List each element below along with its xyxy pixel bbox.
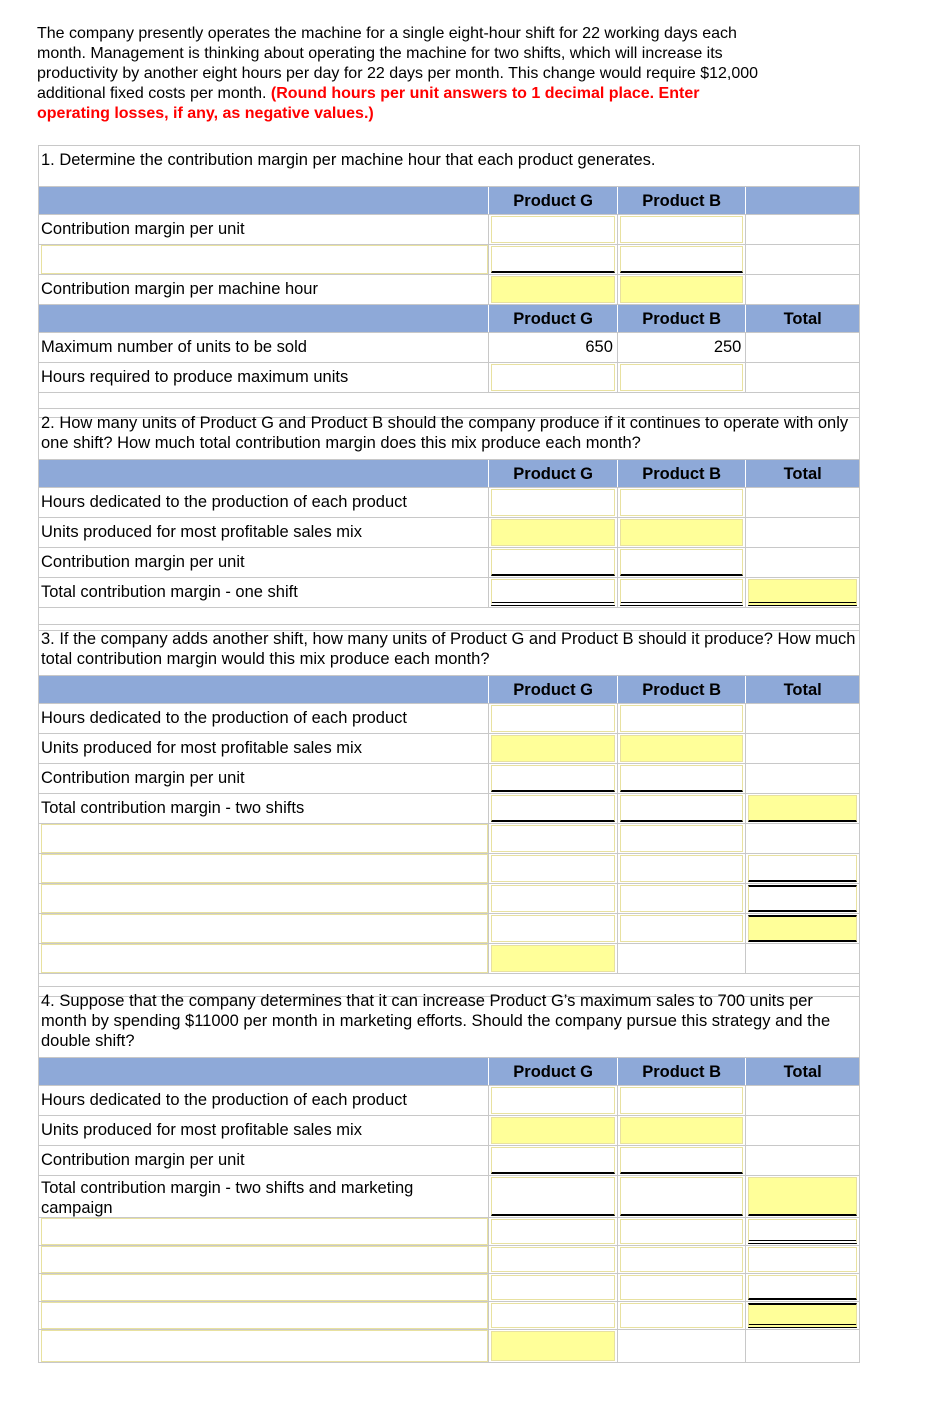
q1-label-input[interactable]	[41, 245, 488, 274]
table-row	[39, 1246, 859, 1274]
table-row	[39, 704, 859, 734]
q4-cm-unit-b-input[interactable]	[620, 1147, 743, 1174]
row-label: Hours dedicated to the production of each product	[39, 704, 489, 733]
header-total: Total	[783, 310, 822, 328]
q3-header-row	[39, 676, 859, 704]
q4-extra-g-input-1[interactable]	[491, 1219, 614, 1244]
table-row	[39, 333, 859, 363]
header-total: Total	[783, 1063, 822, 1081]
q4-question: 4. Suppose that the company determines that it can increase Product G’s maximum sales to 700 units per month by spending $11000 per month in marketing efforts. Should the company pursue this strategy and the double shift?	[39, 987, 859, 1058]
q4-extra-total-input-3[interactable]	[748, 1275, 857, 1300]
q2-hours-b-input[interactable]	[620, 489, 743, 516]
q1-hours-b-input[interactable]	[620, 364, 743, 391]
q3-question: 3. If the company adds another shift, how many units of Product G and Product B should it produce? How much total contribution margin would this mix produce each month?	[39, 625, 859, 676]
q3-total-b-input[interactable]	[620, 795, 743, 822]
table-row	[39, 488, 859, 518]
q3-extra-total-input-2[interactable]	[748, 855, 857, 882]
q4-extra-total-input-2[interactable]	[748, 1247, 857, 1272]
q4-section	[38, 986, 860, 1363]
table-row	[39, 854, 859, 884]
header-product-g: Product G	[513, 681, 594, 699]
problem-intro	[37, 24, 767, 124]
q1-cm-hour-g-input[interactable]	[491, 276, 614, 303]
q2-total-g-input[interactable]	[491, 579, 614, 606]
header-product-g: Product G	[513, 1063, 594, 1081]
max-units-b-value: 250	[713, 338, 742, 356]
table-row	[39, 794, 859, 824]
q2-hours-g-input[interactable]	[491, 489, 614, 516]
q4-extra-label-input-4[interactable]	[41, 1302, 488, 1329]
row-label: Contribution margin per unit	[39, 215, 489, 244]
row-label: Maximum number of units to be sold	[39, 333, 489, 362]
q4-extra-b-input-4[interactable]	[620, 1303, 743, 1328]
q3-units-b-input[interactable]	[620, 735, 743, 762]
q2-cm-unit-g-input[interactable]	[491, 549, 614, 576]
table-row	[39, 1086, 859, 1116]
table-row	[39, 275, 859, 305]
q3-extra-label-input-2[interactable]	[41, 854, 488, 883]
q4-total-g-input[interactable]	[491, 1177, 614, 1216]
q4-hours-b-input[interactable]	[620, 1087, 743, 1114]
table-row	[39, 1146, 859, 1176]
table-row	[39, 245, 859, 275]
row-label: Hours required to produce maximum units	[39, 363, 489, 392]
q3-hours-g-input[interactable]	[491, 705, 614, 732]
table-row	[39, 824, 859, 854]
q1-hours-g-input[interactable]	[491, 364, 614, 391]
table-row	[39, 1302, 859, 1330]
table-row	[39, 1218, 859, 1246]
header-product-g: Product G	[513, 465, 594, 483]
table-row	[39, 215, 859, 245]
q4-units-g-input[interactable]	[491, 1117, 614, 1144]
table-row	[39, 884, 859, 914]
q3-hours-b-input[interactable]	[620, 705, 743, 732]
q2-units-b-input[interactable]	[620, 519, 743, 546]
q3-total-g-input[interactable]	[491, 795, 614, 822]
max-units-g-value: 650	[585, 338, 613, 356]
q4-extra-label-input-2[interactable]	[41, 1246, 488, 1273]
table-row	[39, 548, 859, 578]
header-product-b: Product B	[642, 465, 722, 483]
header-total: Total	[783, 465, 822, 483]
q4-header-row	[39, 1058, 859, 1086]
q4-total-input[interactable]	[748, 1177, 857, 1216]
q1-cm-unit-b-input[interactable]	[620, 216, 743, 243]
row-label: Units produced for most profitable sales mix	[39, 518, 489, 547]
q3-extra-g-input-1[interactable]	[491, 825, 614, 852]
row-label: Total contribution margin - two shifts	[39, 794, 489, 823]
q2-units-g-input[interactable]	[491, 519, 614, 546]
table-row	[39, 518, 859, 548]
table-row	[39, 1274, 859, 1302]
q2-question: 2. How many units of Product G and Product B should the company produce if it continues to operate with only one shift? How much total contribution margin does this mix produce each month?	[39, 409, 859, 460]
q3-extra-total-input-4[interactable]	[748, 915, 857, 942]
q3-extra-label-input-1[interactable]	[41, 824, 488, 853]
header-product-b: Product B	[642, 192, 722, 210]
q4-extra-g-input-5[interactable]	[491, 1331, 614, 1361]
q3-extra-g-input-4[interactable]	[491, 915, 614, 942]
header-product-g: Product G	[513, 192, 594, 210]
intro-text: The company presently operates the machine for a single eight-hour shift for 22 working days each month. Management is thinking about operating the machine for two shifts, which will increase its productivity by another eight hours per day for 22 days per month. This change would require $12,000 additional fixed costs per month.	[37, 25, 759, 102]
q2-header-row	[39, 460, 859, 488]
q3-units-g-input[interactable]	[491, 735, 614, 762]
row-label: Units produced for most profitable sales mix	[39, 1116, 489, 1145]
table-row	[39, 914, 859, 944]
row-label: Contribution margin per machine hour	[39, 275, 489, 304]
q4-extra-total-input-4[interactable]	[748, 1303, 857, 1328]
q4-extra-g-input-3[interactable]	[491, 1275, 614, 1300]
q2-total-b-input[interactable]	[620, 579, 743, 606]
q4-extra-b-input-2[interactable]	[620, 1247, 743, 1272]
q1-cm-unit-g-input[interactable]	[491, 216, 614, 243]
q3-cm-unit-g-input[interactable]	[491, 765, 614, 792]
q3-extra-label-input-5[interactable]	[41, 944, 488, 973]
q3-extra-label-input-4[interactable]	[41, 914, 488, 943]
table-row	[39, 1176, 859, 1218]
q1-header-row-2	[39, 305, 859, 333]
q3-extra-g-input-5[interactable]	[491, 945, 614, 972]
row-label: Units produced for most profitable sales mix	[39, 734, 489, 763]
q3-total-input[interactable]	[748, 795, 857, 822]
q4-cm-unit-g-input[interactable]	[491, 1147, 614, 1174]
q3-extra-label-input-3[interactable]	[41, 884, 488, 913]
table-row	[39, 944, 859, 974]
intro-instruction: (Round hours per unit answers to 1 decimal place. Enter operating losses, if any, as negative values.)	[37, 85, 700, 122]
q3-extra-b-input-1[interactable]	[620, 825, 743, 852]
q4-extra-g-input-4[interactable]	[491, 1303, 614, 1328]
q4-extra-label-input-5[interactable]	[41, 1330, 488, 1362]
table-row	[39, 578, 859, 608]
header-product-b: Product B	[642, 1063, 722, 1081]
q3-extra-b-input-4[interactable]	[620, 915, 743, 942]
table-row	[39, 1116, 859, 1146]
q4-extra-label-input-3[interactable]	[41, 1274, 488, 1301]
q3-extra-g-input-2[interactable]	[491, 855, 614, 882]
table-row	[39, 1330, 859, 1362]
row-label: Contribution margin per unit	[39, 1146, 489, 1175]
row-label: Hours dedicated to the production of each product	[39, 1086, 489, 1115]
row-label: Hours dedicated to the production of each product	[39, 488, 489, 517]
header-product-g: Product G	[513, 310, 594, 328]
q3-extra-b-input-2[interactable]	[620, 855, 743, 882]
q4-hours-g-input[interactable]	[491, 1087, 614, 1114]
q3-extra-b-input-3[interactable]	[620, 885, 743, 912]
row-label: Total contribution margin - one shift	[39, 578, 489, 607]
q1-divisor-g-input[interactable]	[491, 246, 614, 273]
q1-header-row	[39, 187, 859, 215]
header-total: Total	[783, 681, 822, 699]
q4-units-b-input[interactable]	[620, 1117, 743, 1144]
q3-section	[38, 624, 860, 997]
q1-divisor-b-input[interactable]	[620, 246, 743, 273]
q4-extra-total-input-1[interactable]	[748, 1219, 857, 1244]
q3-extra-total-input-3[interactable]	[748, 885, 857, 912]
q4-extra-g-input-2[interactable]	[491, 1247, 614, 1272]
q2-cm-unit-b-input[interactable]	[620, 549, 743, 576]
q4-extra-b-input-3[interactable]	[620, 1275, 743, 1300]
q2-section	[38, 408, 860, 631]
q1-cm-hour-b-input[interactable]	[620, 276, 743, 303]
q2-total-input[interactable]	[748, 579, 857, 606]
row-label: Contribution margin per unit	[39, 764, 489, 793]
row-label: Total contribution margin - two shifts and marketing campaign	[39, 1176, 489, 1217]
q4-extra-b-input-1[interactable]	[620, 1219, 743, 1244]
q3-cm-unit-b-input[interactable]	[620, 765, 743, 792]
table-row	[39, 363, 859, 393]
q1-question: 1. Determine the contribution margin per machine hour that each product generates.	[39, 146, 859, 187]
header-product-b: Product B	[642, 310, 722, 328]
table-row	[39, 734, 859, 764]
q3-extra-g-input-3[interactable]	[491, 885, 614, 912]
q4-total-b-input[interactable]	[620, 1177, 743, 1216]
row-label: Contribution margin per unit	[39, 548, 489, 577]
header-product-b: Product B	[642, 681, 722, 699]
q4-extra-label-input-1[interactable]	[41, 1218, 488, 1245]
q1-section	[38, 145, 860, 418]
table-row	[39, 764, 859, 794]
